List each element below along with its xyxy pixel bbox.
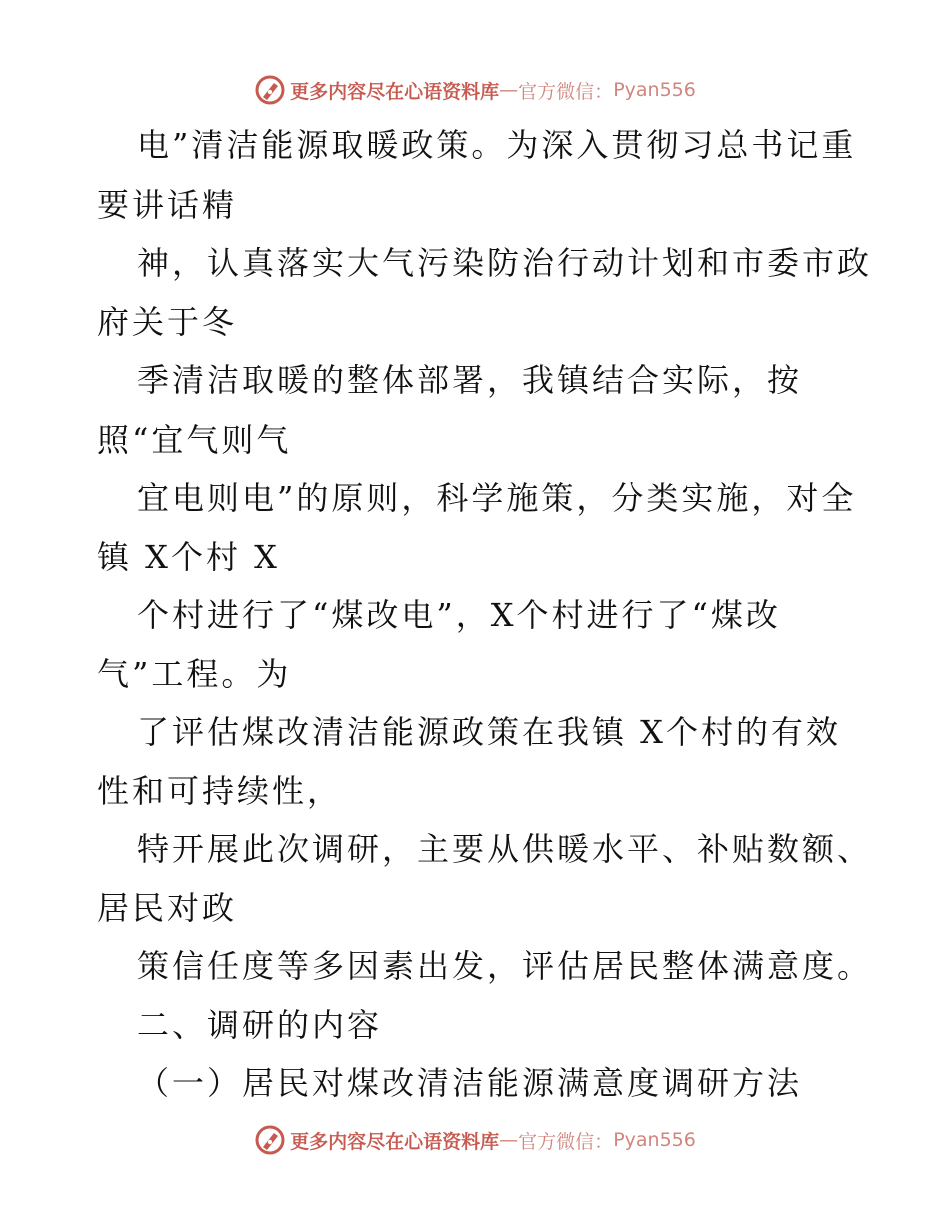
text-line: 性和可持续性，	[97, 772, 343, 810]
header-watermark	[0, 70, 950, 110]
watermark-separator: —	[499, 1129, 519, 1151]
watermark-handle: Pyan556	[613, 1129, 696, 1151]
watermark-brand: 更多内容尽在心语资料库	[290, 1130, 500, 1153]
watermark-separator: —	[499, 79, 519, 101]
pen-logo-icon	[254, 1124, 286, 1156]
watermark-label: 官方微信：	[518, 80, 614, 103]
subsection-heading: （一）居民对煤改清洁能源满意度调研方法	[137, 1064, 803, 1102]
watermark-label: 官方微信：	[518, 1130, 614, 1153]
section-heading: 二、调研的内容	[137, 1006, 383, 1044]
footer-watermark	[0, 1120, 950, 1160]
text-line: 策信任度等多因素出发，评估居民整体满意度。	[137, 947, 873, 985]
text-line: 宜电则电”的原则，科学施策，分类实施，对全	[137, 479, 857, 517]
watermark-brand: 更多内容尽在心语资料库	[290, 80, 500, 103]
text-line: 气”工程。为	[97, 655, 292, 693]
text-line: 特开展此次调研，主要从供暖水平、补贴数额、	[137, 830, 873, 868]
text-line: 镇 X个村 X	[97, 538, 280, 576]
text-line: 府关于冬	[97, 303, 238, 341]
text-line: 照“宜气则气	[97, 421, 292, 459]
text-line: 居民对政	[97, 889, 238, 927]
text-line: 个村进行了“煤改电”，X个村进行了“煤改	[137, 596, 781, 634]
text-line: 神，认真落实大气污染防治行动计划和市委市政	[137, 244, 873, 282]
text-line: 电”清洁能源取暖政策。为深入贯彻习总书记重	[137, 126, 857, 164]
watermark-handle: Pyan556	[613, 79, 696, 101]
text-line: 季清洁取暖的整体部署，我镇结合实际，按	[137, 361, 803, 399]
text-line: 要讲话精	[97, 186, 238, 224]
text-line: 了评估煤改清洁能源政策在我镇 X个村的有效	[137, 713, 841, 751]
pen-logo-icon	[254, 74, 286, 106]
